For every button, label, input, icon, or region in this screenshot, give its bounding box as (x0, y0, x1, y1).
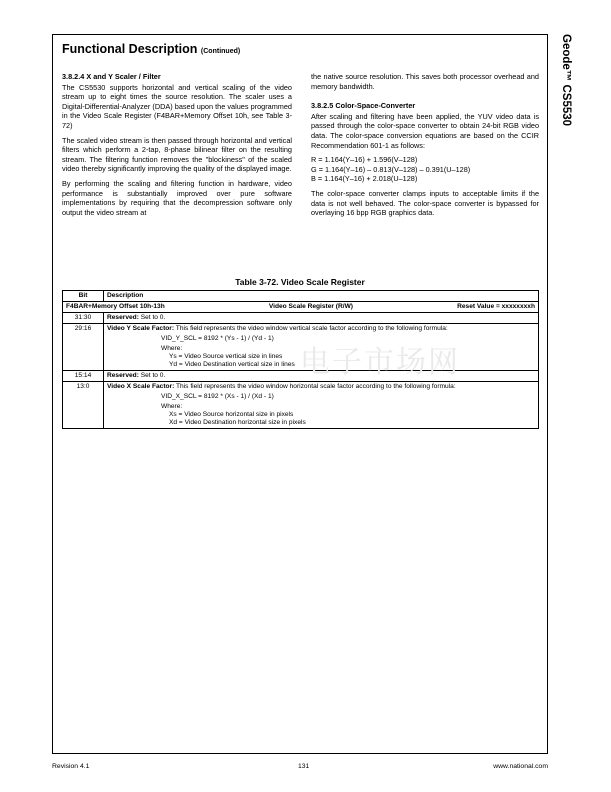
table-title: Table 3-72. Video Scale Register (235, 277, 365, 287)
register-offset: F4BAR+Memory Offset 10h-13h (66, 303, 165, 310)
bit-cell: 13:0 (63, 382, 104, 429)
equation-g: G = 1.164(Y–16) – 0.813(V–128) – 0.391(U–128) (311, 164, 471, 174)
right-column (311, 72, 539, 223)
page-title-continued: (Continued) (200, 48, 241, 55)
table-header-row (63, 291, 539, 302)
table-row (63, 382, 539, 429)
section-heading-csc: 3.8.2.5 Color-Space-Converter (311, 101, 416, 111)
bit-cell: 15:14 (63, 371, 104, 382)
where-item: Xd = Video Destination horizontal size in pixels (169, 419, 306, 426)
description-cell: Reserved: Set to 0. (104, 371, 539, 382)
where-label: Where: (161, 403, 183, 410)
column-header-bit: Bit (63, 291, 104, 302)
table-row (63, 313, 539, 324)
column-header-description: Description (104, 291, 539, 302)
formula: VID_X_SCL = 8192 * (Xs - 1) / (Xd - 1) (161, 393, 274, 400)
page-title (62, 42, 240, 56)
equation-b: B = 1.164(Y–16) + 2.018(U–128) (311, 174, 418, 184)
left-column (62, 72, 292, 222)
where-item: Yd = Video Destination vertical size in lines (169, 361, 295, 368)
equation-r: R = 1.164(Y–16) + 1.596(V–128) (311, 155, 418, 165)
formula: VID_Y_SCL = 8192 * (Ys - 1) / (Yd - 1) (161, 335, 274, 342)
side-title-text: Geode™ CS5530 (560, 34, 572, 127)
paragraph: After scaling and filtering have been applied, the YUV video data is passed through the color-space converter to obtain 24-bit RGB video data. The color-space conversion equations are based on the CCIR Recommendation 601-1 as follows: (311, 111, 539, 150)
register-name: Video Scale Register (R/W) (268, 303, 353, 310)
page-title-text: Functional Description (62, 42, 198, 56)
paragraph: The scaled video stream is then passed through horizontal and vertical filters which perform a 2-tap, 8-phase bilinear filter on the resulting stream. The filtering function removes the "blockiness" of the scaled video thereby significantly improving the quality of the displayed image. (62, 135, 292, 174)
where-label: Where: (161, 345, 183, 352)
paragraph: The CS5530 supports horizontal and vertical scaling of the video stream up to eight times the source resolution. The scaler uses a Digital-Differential-Analyzer (DDA) based upon the values programmed in the Video Scale Register (F4BAR+Memory Offset 10h, see Table 3-72) (62, 82, 292, 130)
bit-cell: 29:16 (63, 324, 104, 371)
footer-revision: Revision 4.1 (52, 763, 90, 770)
paragraph: By performing the scaling and filtering function in hardware, video performance is substantially improved over pure software implementations by requiring that the decompression software only output the video stream at (62, 178, 292, 217)
register-reset: Reset Value = xxxxxxxxh (457, 303, 535, 310)
footer-page-number: 131 (298, 763, 310, 770)
footer-url: www.national.com (493, 763, 548, 770)
where-item: Ys = Video Source vertical size in lines (169, 353, 283, 360)
paragraph: The color-space converter clamps inputs to acceptable limits if the data is not well behaved. The color-space converter is bypassed for overlaying 16 bpp RGB graphics data. (311, 188, 539, 218)
section-heading-scaler: 3.8.2.4 X and Y Scaler / Filter (62, 72, 161, 81)
side-title (548, 34, 574, 194)
watermark: 电子市场网 (300, 345, 460, 380)
description-cell: Reserved: Set to 0. (104, 313, 539, 324)
description-cell: Video Y Scale Factor: This field represents the video window vertical scale factor according to the following formula: VID_Y_SCL = 8192 * (Ys - 1) / (Yd - 1) Where: Ys = Video Source vertical size in lines Yd = Video Destination vertical size in lines (104, 324, 539, 371)
paragraph: the native source resolution. This saves both processor overhead and memory bandwidth. (311, 72, 539, 91)
register-info-row (63, 302, 539, 313)
bit-cell: 31:30 (63, 313, 104, 324)
description-cell: Video X Scale Factor: This field represents the video window horizontal scale factor according to the following formula: VID_X_SCL = 8192 * (Xs - 1) / (Xd - 1) Where: Xs = Video Source horizontal size in pixels Xd = Video Destination horizontal size in pixels (104, 382, 539, 429)
where-item: Xs = Video Source horizontal size in pixels (169, 411, 294, 418)
